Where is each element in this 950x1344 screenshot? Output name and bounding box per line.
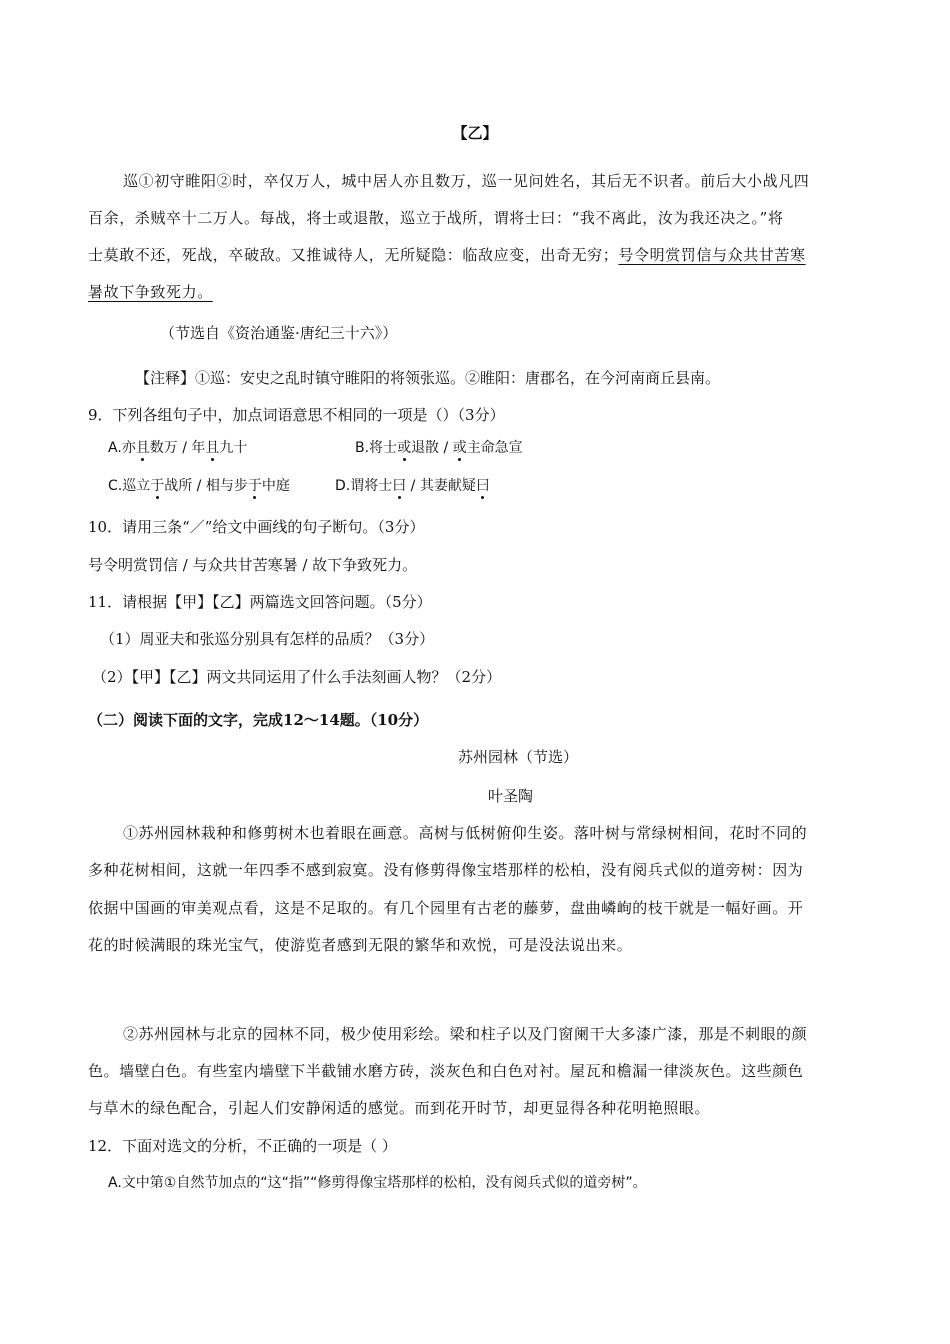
article-p1-line-2: 多种花树相间，这就一年四季不感到寂寞。没有修剪得像宝塔那样的松柏，没有阅兵式似的道旁树：因为 — [88, 861, 804, 879]
option-c-text: 中庭 — [261, 478, 290, 494]
question-9-stem: 9．下列各组句子中，加点词语意思不相同的一项是（）（3分） — [88, 406, 505, 424]
question-10-stem: 10．请用三条“／”给文中画线的句子断句。（3分） — [88, 518, 425, 536]
article-p1-line-1: ①苏州园林栽种和修剪树木也着眼在画意。高树与低树俯仰生姿。落叶树与常绿树相间，花时不同的 — [123, 824, 808, 842]
option-a-text: A.亦 — [108, 440, 136, 456]
passage-b-line-2: 百余，杀贼卒十二万人。每战，将士或退散，巡立于战所，谓将士曰：“我不离此，汝为我还决之。”将 — [88, 209, 784, 227]
dotted-word: 且 — [205, 440, 220, 456]
dotted-word: 于 — [150, 478, 165, 494]
annotation-note: 【注释】①巡：安史之乱时镇守睢阳的将领张巡。②睢阳：唐郡名，在今河南商丘县南。 — [135, 369, 721, 387]
article-title: 苏州园林（节选） — [458, 748, 579, 766]
part-2-heading: （二）阅读下面的文字，完成12～14题。（10分） — [88, 711, 429, 729]
option-b-text: 退散 / — [411, 440, 453, 456]
option-c-text: C.巡立 — [108, 478, 151, 494]
article-p1-line-3: 依据中国画的审美观点看，这是不足取的。有几个园里有古老的藤萝，盘曲嶙峋的枝干就是一幅好画。开 — [88, 899, 804, 917]
question-9-option-b[interactable] — [355, 438, 523, 458]
question-9-option-c[interactable] — [108, 476, 290, 496]
passage-b-line-1: 巡①初守睢阳②时，卒仅万人，城中居人亦且数万，巡一见问姓名，其后无不识者。前后大小战凡四 — [123, 172, 810, 190]
option-a-text: 九十 — [219, 440, 248, 456]
dotted-word: 曰 — [392, 478, 407, 494]
underlined-sentence-part-1: 号令明赏罚信与众共甘苦寒 — [618, 246, 806, 264]
option-b-text: B.将士 — [355, 440, 398, 456]
underlined-sentence-part-2: 暑故下争致死力。 — [88, 283, 213, 301]
section-heading-b: 【乙】 — [452, 124, 498, 142]
article-p2-line-1: ②苏州园林与北京的园林不同，极少使用彩绘。梁和柱子以及门窗阑干大多漆广漆，那是不刺眼的颜 — [123, 1025, 808, 1043]
dotted-word: 于 — [247, 478, 262, 494]
option-d-text: / 其妻献疑 — [406, 478, 476, 494]
article-p1-line-4: 花的时候满眼的珠光宝气，使游览者感到无限的繁华和欢悦，可是没法说出来。 — [88, 936, 633, 954]
question-11-sub-2: （2）【甲】【乙】两文共同运用了什么手法刻画人物？（2分） — [92, 668, 502, 686]
question-11-sub-1: （1）周亚夫和张巡分别具有怎样的品质？（3分） — [100, 630, 435, 648]
dotted-word: 且 — [135, 440, 150, 456]
question-10-answer: 号令明赏罚信 / 与众共甘苦寒暑 / 故下争致死力。 — [88, 556, 418, 574]
article-p2-line-3: 与草木的绿色配合，引起人们安静闲适的感觉。而到花开时节，却更显得各种花明艳照眼。 — [88, 1099, 711, 1117]
question-9-option-d[interactable] — [335, 476, 490, 496]
question-11-stem: 11．请根据【甲】【乙】两篇选文回答问题。（5分） — [88, 593, 432, 611]
dotted-word: 或 — [452, 440, 467, 456]
article-author: 叶圣陶 — [488, 787, 534, 805]
dotted-word: 或 — [397, 440, 412, 456]
passage-b-line-3-text: 士莫敢不还，死战，卒破敌。又推诚待人，无所疑隐：临敌应变，出奇无穷； — [88, 246, 619, 264]
question-12-option-a[interactable]: A.文中第①自然节加点的“这“指”“修剪得像宝塔那样的松柏，没有阅兵式似的道旁树”。 — [108, 1175, 647, 1191]
question-9-option-a[interactable] — [108, 438, 247, 458]
option-b-text: 主命急宣 — [466, 440, 523, 456]
option-d-text: D.谓将士 — [335, 478, 393, 494]
question-12-stem: 12．下面对选文的分析，不正确的一项是（ ） — [88, 1137, 397, 1155]
dotted-word: 曰 — [475, 478, 490, 494]
source-citation: （节选自《资治通鉴·唐纪三十六》） — [160, 324, 398, 342]
option-a-text: 数万 / 年 — [149, 440, 206, 456]
passage-b-line-3 — [88, 245, 806, 265]
article-p2-line-2: 色。墙壁白色。有些室内墙壁下半截铺水磨方砖，淡灰色和白色对衬。屋瓦和檐漏一律淡灰色。这些颜色 — [88, 1062, 804, 1080]
option-c-text: 战所 / 相与步 — [164, 478, 248, 494]
